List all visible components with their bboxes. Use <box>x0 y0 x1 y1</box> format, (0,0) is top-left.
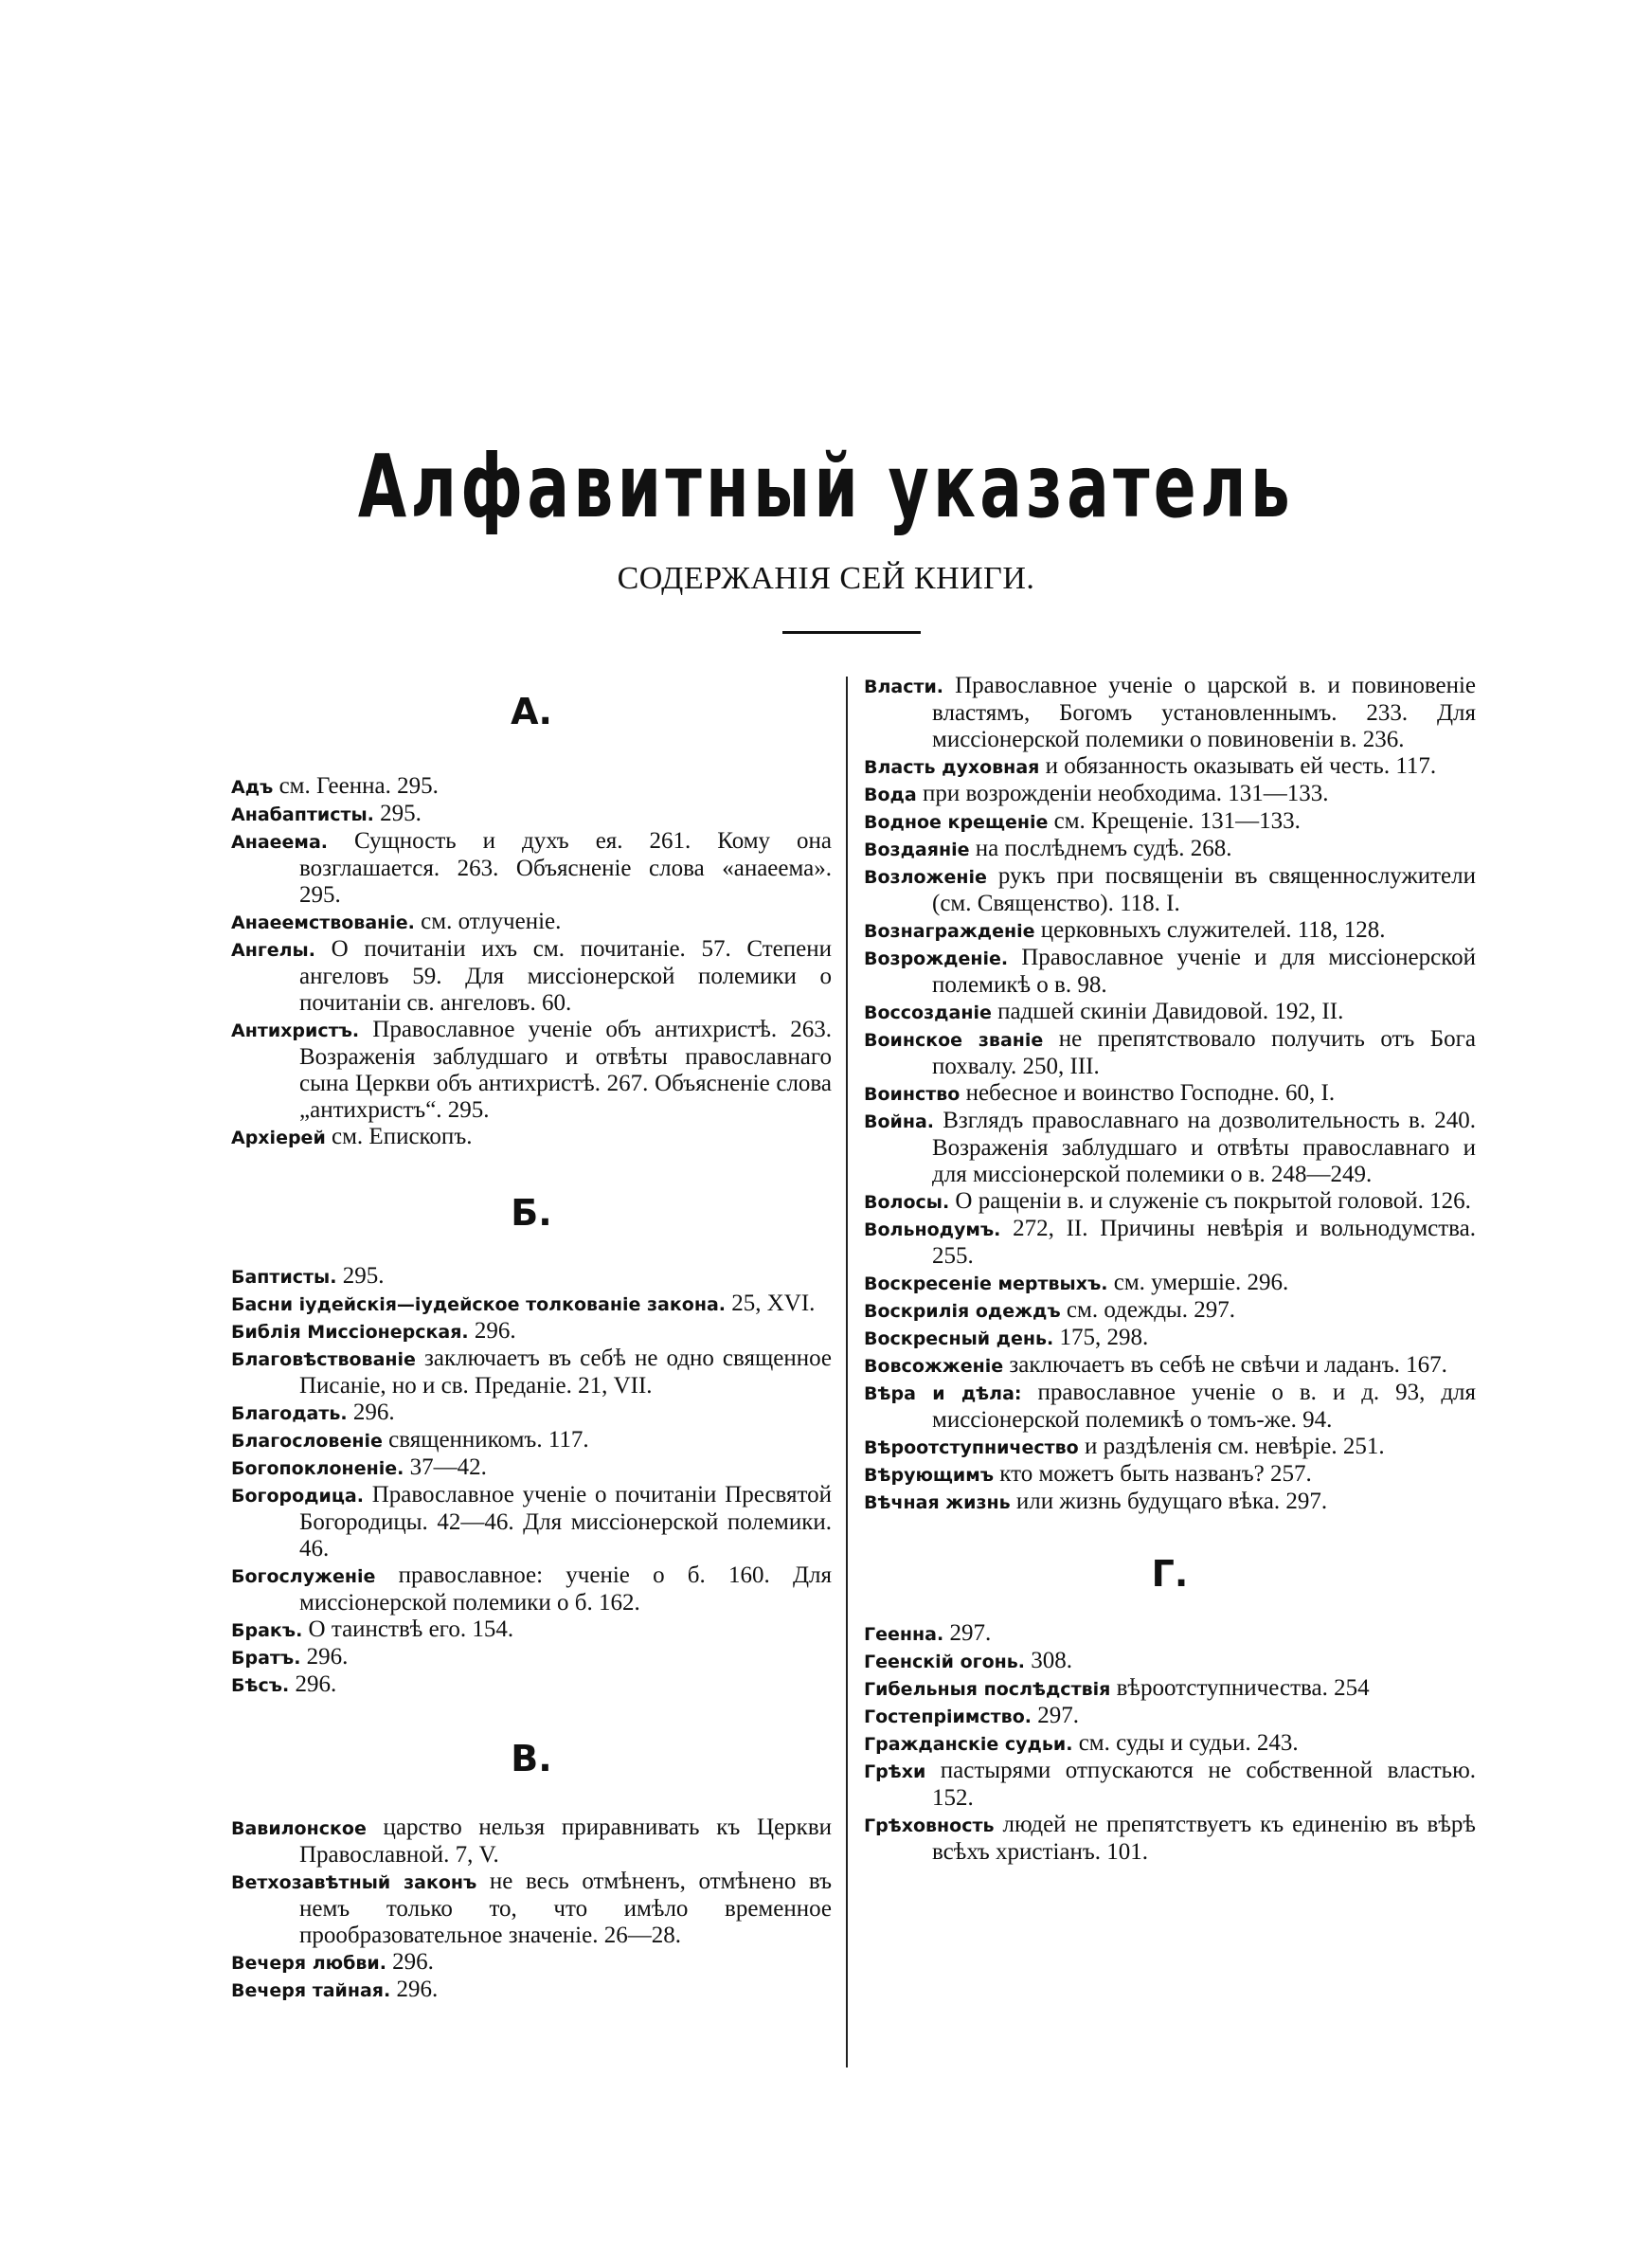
entry-text: 296. <box>347 1399 395 1425</box>
entry-text: рукъ при посвященіи въ священнослужители (см. Священство). 118. I. <box>932 863 1476 916</box>
entry-term: Возложеніе <box>864 867 987 888</box>
index-entry <box>864 1703 1476 1730</box>
entry-term: Власть духовная <box>864 757 1040 778</box>
index-entry <box>864 1325 1476 1352</box>
entry-term: Вѣчная жизнь <box>864 1492 1011 1513</box>
entry-term: Возрожденіе. <box>864 948 1009 969</box>
entry-term: Водное крещеніе <box>864 812 1049 833</box>
entry-text: О таинствѣ его. 154. <box>302 1616 514 1642</box>
entry-term: Воскрилія одеждъ <box>864 1301 1061 1322</box>
index-entry <box>231 1291 832 1318</box>
entry-text: на послѣднемъ судѣ. 268. <box>969 836 1232 861</box>
index-entry <box>231 1562 832 1616</box>
index-entry <box>864 1297 1476 1325</box>
entry-text: О ращеніи в. и служеніе съ покрытой головой. 126. <box>949 1188 1471 1214</box>
entry-text: при возрожденіи необходима. 131—133. <box>916 781 1329 806</box>
entry-term: Воскресеніе мертвыхъ. <box>864 1273 1108 1294</box>
entry-term: Вечеря тайная. <box>231 1980 391 2001</box>
entry-term: Бракъ. <box>231 1620 303 1641</box>
entry-term: Антихристъ. <box>231 1020 360 1041</box>
entry-text: не препятствовало получить отъ Бога похвалу. 250, III. <box>932 1026 1476 1079</box>
entry-term: Гражданскіе судьи. <box>864 1734 1073 1755</box>
entry-term: Война. <box>864 1111 935 1132</box>
index-entry <box>864 917 1476 945</box>
index-entry <box>864 1188 1476 1216</box>
index-entry <box>864 673 1476 753</box>
index-entry <box>864 1108 1476 1188</box>
index-entry <box>864 1352 1476 1380</box>
index-entry <box>864 1730 1476 1758</box>
entry-term: Вѣроотступничество <box>864 1437 1079 1458</box>
entry-term: Геенна. <box>864 1624 944 1645</box>
index-entry <box>231 1399 832 1427</box>
index-entry <box>231 1815 832 1869</box>
entry-text: и обязанность оказывать ей честь. 117. <box>1039 753 1437 779</box>
entry-text: 296. <box>468 1318 516 1344</box>
index-entry <box>864 836 1476 863</box>
entry-text: падшей скиніи Давидовой. 192, II. <box>991 999 1344 1024</box>
entry-text: священникомъ. 117. <box>382 1427 589 1453</box>
index-entry <box>231 1345 832 1399</box>
entry-term: Богородица. <box>231 1486 364 1507</box>
entry-term: Воинство <box>864 1084 961 1105</box>
index-entry <box>864 1620 1476 1648</box>
entry-text: см. Епископъ. <box>325 1124 473 1149</box>
index-entry <box>864 1434 1476 1461</box>
entry-text: кто можетъ быть названъ? 257. <box>994 1461 1312 1487</box>
entry-term: Вовсожженіе <box>864 1356 1004 1377</box>
right-column <box>864 673 1476 1866</box>
entry-text: 296. <box>289 1671 337 1697</box>
entry-term: Грѣхи <box>864 1761 926 1782</box>
entry-text: Православное ученіе и для миссіонерской полемикѣ о в. 98. <box>932 945 1476 998</box>
page-title: Алфавитный указатель <box>357 436 1295 537</box>
column-divider <box>846 677 848 2067</box>
entry-term: Богослуженіе <box>231 1566 376 1587</box>
index-entry <box>231 1616 832 1644</box>
index-entry <box>864 1489 1476 1516</box>
entry-text: заключаетъ въ себѣ не одно священное Писаніе, но и св. Преданіе. 21, VII. <box>299 1345 832 1399</box>
index-entry <box>231 1318 832 1345</box>
index-entry <box>864 753 1476 781</box>
entry-text: и раздѣленія см. невѣріе. 251. <box>1078 1434 1385 1459</box>
entry-term: Вечеря любви. <box>231 1953 386 1974</box>
entry-text: 296. <box>386 1949 434 1975</box>
index-entry <box>231 909 832 936</box>
index-entry <box>864 781 1476 808</box>
entry-term: Басни іудейскія—іудейское толкованіе закона. <box>231 1294 726 1315</box>
entry-term: Вознагражденіе <box>864 921 1035 942</box>
index-entry <box>864 808 1476 836</box>
entry-term: Вавилонское <box>231 1818 367 1839</box>
index-entry <box>231 828 832 909</box>
entry-text: царство нельзя приравнивать къ Церкви Православной. 7, V. <box>299 1815 832 1868</box>
entry-text: 297. <box>943 1620 992 1646</box>
entry-term: Анаеемствованіе. <box>231 912 415 933</box>
index-entry <box>864 1648 1476 1675</box>
index-entry <box>864 1270 1476 1297</box>
entry-text: 296. <box>390 1977 439 2002</box>
entry-term: Воссозданіе <box>864 1002 992 1023</box>
entry-text: 296. <box>300 1644 349 1670</box>
entry-text: не весь отмѣненъ, отмѣнено въ немъ только то, что имѣло временное прообразовательное значеніе. 26—28. <box>299 1869 832 1948</box>
entry-text: Православное ученіе объ антихристѣ. 263. Возраженія заблудшаго и отвѣты православнаго сына Церкви объ антихристѣ. 267. Объясненіе слова „антихристъ“. 295. <box>299 1017 832 1123</box>
entry-term: Гибельныя послѣдствія <box>864 1679 1111 1700</box>
index-entry <box>864 999 1476 1026</box>
entry-term: Вольнодумъ. <box>864 1219 1001 1240</box>
index-entry <box>864 1675 1476 1703</box>
entry-term: Воинское званіе <box>864 1030 1044 1051</box>
entry-text: вѣроотступничества. 254 <box>1110 1675 1370 1701</box>
entry-term: Вѣрующимъ <box>864 1465 995 1486</box>
entry-term: Благовѣствованіе <box>231 1349 416 1370</box>
entry-text: православное ученіе о в. и д. 93, для миссіонерской полемикѣ о томъ-же. 94. <box>932 1380 1477 1433</box>
index-entry <box>231 1977 832 2004</box>
entry-text: 297. <box>1031 1703 1079 1728</box>
entry-text: небесное и воинство Господне. 60, I. <box>960 1080 1336 1106</box>
entry-term: Вѣра и дѣла: <box>864 1383 1022 1404</box>
page-subtitle: СОДЕРЖАНІЯ СЕЙ КНИГИ. <box>617 561 1035 596</box>
entry-term: Бѣсъ. <box>231 1675 290 1696</box>
entry-term: Анаеема. <box>231 832 328 853</box>
index-entry <box>231 1454 832 1482</box>
entry-term: Благословеніе <box>231 1431 383 1452</box>
index-entry <box>864 1812 1476 1866</box>
entry-text: 308. <box>1025 1648 1072 1673</box>
entry-text: 25, XVI. <box>725 1291 816 1316</box>
index-entry <box>864 1380 1476 1434</box>
entry-text: 295. <box>373 801 422 826</box>
index-entry <box>231 1482 832 1562</box>
index-entry <box>864 863 1476 917</box>
entry-text: 272, II. Причины невѣрія и вольнодумства. 255. <box>932 1216 1476 1269</box>
entry-text: церковныхъ служителей. 118, 128. <box>1034 917 1386 943</box>
entry-term: Архіерей <box>231 1128 326 1148</box>
entry-text: заключаетъ въ себѣ не свѣчи и ладанъ. 167. <box>1003 1352 1447 1378</box>
index-entry <box>864 1026 1476 1080</box>
index-entry <box>231 936 832 1017</box>
index-entry <box>864 1461 1476 1489</box>
entry-term: Богопоклоненіе. <box>231 1458 404 1479</box>
section-letter: Г. <box>1151 1553 1189 1595</box>
entry-text: см. Геенна. 295. <box>273 773 439 799</box>
entry-text: 37—42. <box>404 1454 487 1480</box>
entry-term: Воздаяніе <box>864 840 970 860</box>
entry-text: пастырями отпускаются не собственной властью. 152. <box>925 1758 1476 1811</box>
index-entry <box>864 1080 1476 1108</box>
index-entry <box>864 1758 1476 1812</box>
entry-text: см. умершіе. 296. <box>1107 1270 1289 1295</box>
entry-term: Анабаптисты. <box>231 804 374 825</box>
entry-term: Ангелы. <box>231 940 315 961</box>
index-entry <box>231 773 832 801</box>
entry-term: Грѣховность <box>864 1815 995 1836</box>
index-entry <box>231 1644 832 1671</box>
entry-term: Воскресный день. <box>864 1328 1054 1349</box>
index-entry <box>231 1263 832 1291</box>
entry-text: см. одежды. 297. <box>1060 1297 1235 1323</box>
entry-text: людей не препятствуетъ къ единенію въ вѣрѣ всѣхъ христіанъ. 101. <box>932 1812 1476 1865</box>
index-entry <box>864 945 1476 999</box>
index-entry <box>231 1671 832 1699</box>
entry-term: Гостепріимство. <box>864 1706 1032 1727</box>
entry-term: Библія Миссіонерская. <box>231 1322 469 1343</box>
entry-text: Взглядъ православнаго на дозволительность в. 240. Возраженія заблудшаго и отвѣты православнаго и для миссіонерской полемики о в. 248—249. <box>932 1108 1476 1187</box>
entry-text: или жизнь будущаго вѣка. 297. <box>1010 1489 1328 1514</box>
index-entry <box>864 1216 1476 1270</box>
entry-text: О почитаніи ихъ см. почитаніе. 57. Степени ангеловъ 59. Для миссіонерской полемики о почитаніи св. ангеловъ. 60. <box>299 936 832 1016</box>
entry-term: Адъ <box>231 777 274 798</box>
title-rule <box>782 631 921 634</box>
entry-term: Ветхозавѣтный законъ <box>231 1872 477 1893</box>
entry-text: Православное ученіе о почитаніи Пресвятой Богородицы. 42—46. Для миссіонерской полемики. 46. <box>299 1482 832 1562</box>
entry-text: Сущность и духъ ея. 261. Кому она возглашается. 263. Объясненіе слова «анаеема». 295. <box>299 828 832 908</box>
entry-text: 295. <box>336 1263 385 1289</box>
index-entry <box>231 1869 832 1949</box>
section-letter: Б. <box>511 1192 552 1234</box>
left-column <box>231 673 832 2004</box>
entry-term: Братъ. <box>231 1648 301 1669</box>
entry-text: см. суды и судьи. 243. <box>1072 1730 1299 1756</box>
entry-text: православное: ученіе о б. 160. Для миссіонерской полемики о б. 162. <box>299 1562 832 1616</box>
section-letter: А. <box>511 691 552 732</box>
entry-text: Православное ученіе о царской в. и повиновеніе властямъ, Богомъ установленнымъ. 233. Для миссіонерской полемики о повиновеніи в. 236. <box>932 673 1476 752</box>
entry-text: см. Крещеніе. 131—133. <box>1048 808 1301 834</box>
index-entry <box>231 1427 832 1454</box>
entry-term: Геенскій огонь. <box>864 1652 1025 1672</box>
index-entry <box>231 1949 832 1977</box>
index-entry <box>231 1124 832 1151</box>
index-entry <box>231 1017 832 1124</box>
entry-term: Благодать. <box>231 1403 348 1424</box>
entry-text: 175, 298. <box>1053 1325 1149 1350</box>
entry-term: Власти. <box>864 677 944 697</box>
entry-text: см. отлученіе. <box>414 909 562 934</box>
entry-term: Баптисты. <box>231 1267 337 1288</box>
section-letter: В. <box>511 1738 552 1779</box>
entry-term: Волосы. <box>864 1192 950 1213</box>
index-entry <box>231 801 832 828</box>
entry-term: Вода <box>864 785 917 805</box>
